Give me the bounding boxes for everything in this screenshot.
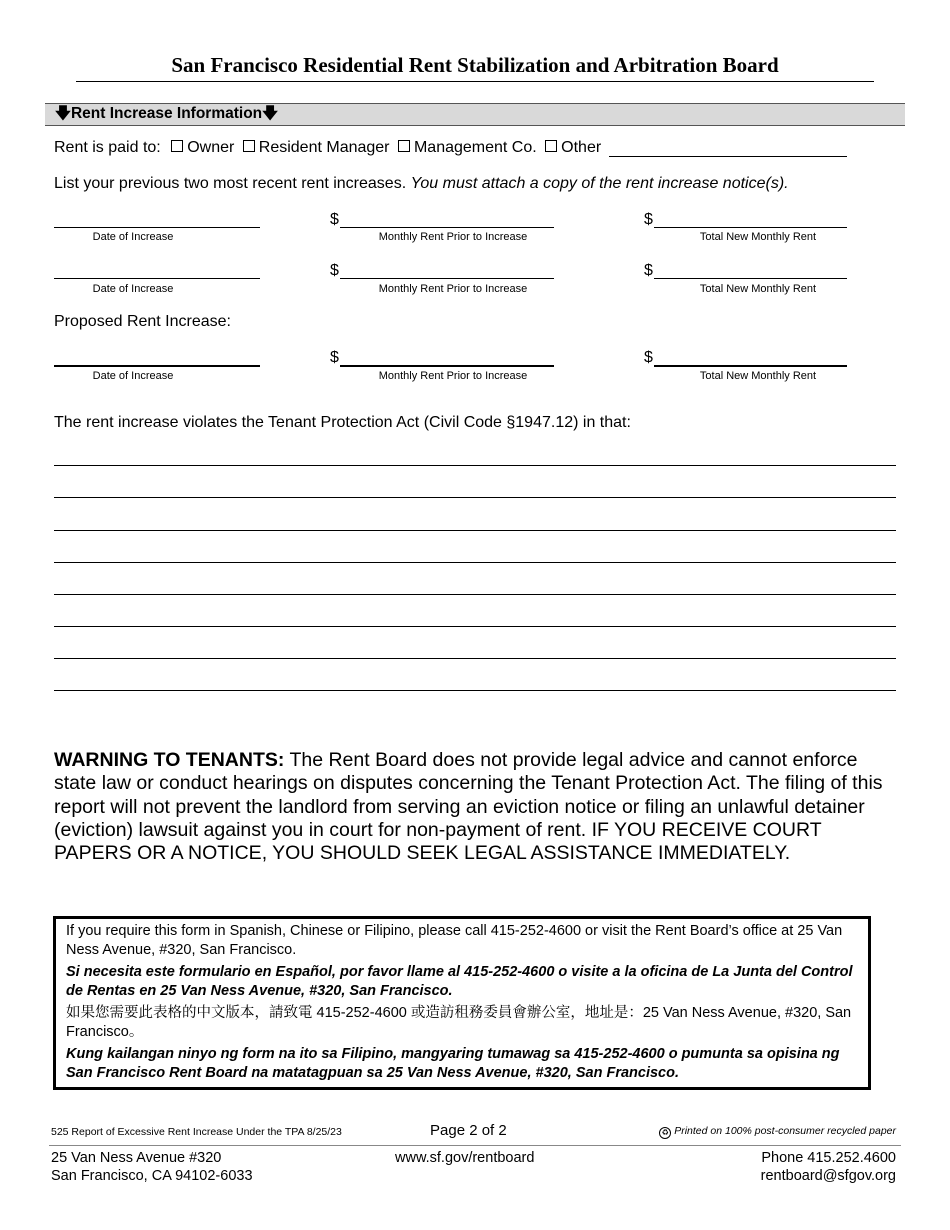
language-filipino: Kung kailangan ninyo ng form na ito sa Filipino, mangyaring tumawag sa 415-252-4600 o pumunta sa opisina ng San Francisco Rent Board na matatagpuan sa 25 Van Ness Avenue, #320, San Francisco.	[66, 1046, 840, 1081]
arrow-down-icon: 🡇	[262, 105, 279, 122]
new-rent-caption: Total New Monthly Rent	[699, 231, 817, 243]
dollar-sign: $	[644, 262, 653, 279]
email-link[interactable]: rentboard@sfgov.org	[760, 1168, 896, 1184]
language-english: If you require this form in Spanish, Chinese or Filipino, please call 415-252-4600 or visit the Rent Board’s office at 25 Van Ness Avenue, #320, San Francisco.	[66, 923, 843, 958]
arrow-down-icon: 🡇	[55, 105, 71, 122]
page-number: Page 2 of 2	[430, 1122, 507, 1139]
tenant-warning	[54, 749, 904, 865]
website-link[interactable]: www.sf.gov/rentboard	[395, 1150, 535, 1166]
proposed-prior-rent-field[interactable]	[340, 365, 554, 367]
other-checkbox[interactable]	[545, 140, 557, 152]
warning-heading: WARNING TO TENANTS:	[54, 749, 285, 771]
date-of-increase-caption: Date of Increase	[92, 283, 174, 295]
title-divider	[76, 81, 874, 82]
footer-divider	[49, 1145, 901, 1146]
violation-line[interactable]	[54, 562, 896, 563]
dollar-sign: $	[330, 211, 339, 228]
violation-line[interactable]	[54, 658, 896, 659]
language-spanish: Si necesita este formulario en Español, por favor llame al 415-252-4600 o visite a la oficina de La Junta del Control de Rentas en 25 Van Ness Avenue, #320, San Francisco.	[66, 964, 853, 999]
new-rent-caption: Total New Monthly Rent	[699, 283, 817, 295]
page-title: San Francisco Residential Rent Stabilization and Arbitration Board	[171, 53, 779, 77]
recycled-text: Printed on 100% post-consumer recycled paper	[674, 1125, 896, 1137]
violation-line[interactable]	[54, 594, 896, 595]
resident-manager-option-label: Resident Manager	[258, 139, 390, 156]
date-of-increase-1-field[interactable]	[54, 227, 260, 228]
form-identifier: 525 Report of Excessive Rent Increase Under the TPA 8/25/23	[51, 1126, 342, 1138]
date-of-increase-caption: Date of Increase	[92, 231, 174, 243]
language-assistance-box	[53, 916, 871, 1090]
instruction-text: List your previous two most recent rent increases.	[54, 175, 407, 192]
management-co-checkbox[interactable]	[398, 140, 410, 152]
proposed-increase-label: Proposed Rent Increase:	[54, 313, 231, 330]
rent-paid-to-row	[54, 138, 601, 158]
recycle-icon: ♻	[659, 1127, 671, 1139]
management-co-option-label: Management Co.	[413, 139, 537, 156]
dollar-sign: $	[330, 349, 339, 366]
prior-rent-caption: Monthly Rent Prior to Increase	[378, 370, 528, 382]
date-of-increase-2-field[interactable]	[54, 278, 260, 279]
new-rent-caption: Total New Monthly Rent	[699, 370, 817, 382]
violation-line[interactable]	[54, 690, 896, 691]
office-address	[51, 1149, 253, 1185]
owner-checkbox[interactable]	[171, 140, 183, 152]
violation-line[interactable]	[54, 465, 896, 466]
violation-line[interactable]	[54, 497, 896, 498]
phone-number: Phone 415.252.4600	[761, 1150, 896, 1166]
violation-line[interactable]	[54, 530, 896, 531]
prior-rent-caption: Monthly Rent Prior to Increase	[378, 231, 528, 243]
other-option-label: Other	[561, 139, 602, 156]
address-line-2: San Francisco, CA 94102-6033	[51, 1168, 253, 1184]
new-rent-1-field[interactable]	[654, 227, 847, 228]
resident-manager-checkbox[interactable]	[243, 140, 255, 152]
recycled-notice	[659, 1125, 896, 1139]
dollar-sign: $	[644, 211, 653, 228]
previous-increases-instruction	[54, 174, 789, 194]
proposed-new-rent-field[interactable]	[654, 365, 847, 367]
dollar-sign: $	[644, 349, 653, 366]
section-heading-label: Rent Increase Information	[70, 105, 263, 122]
prior-rent-2-field[interactable]	[340, 278, 554, 279]
instruction-attach-notice: You must attach a copy of the rent increase notice(s).	[410, 175, 789, 192]
proposed-date-field[interactable]	[54, 365, 260, 367]
new-rent-2-field[interactable]	[654, 278, 847, 279]
violation-line[interactable]	[54, 626, 896, 627]
address-line-1: 25 Van Ness Avenue #320	[51, 1150, 222, 1166]
prior-rent-1-field[interactable]	[340, 227, 554, 228]
violation-label: The rent increase violates the Tenant Protection Act (Civil Code §1947.12) in that:	[54, 414, 631, 431]
warning-body: The Rent Board does not provide legal advice and cannot enforce state law or conduct hearings on disputes concerning the Tenant Protection Act. The filing of this report will not prevent the landlord from serving an eviction notice or filing an unlawful detainer (eviction) lawsuit against you in court for non-payment of rent. IF YOU RECEIVE COURT PAPERS OR A NOTICE, YOU SHOULD SEEK LEGAL ASSISTANCE IMMEDIATELY.	[54, 749, 883, 865]
prior-rent-caption: Monthly Rent Prior to Increase	[378, 283, 528, 295]
other-payee-field[interactable]	[609, 156, 847, 157]
owner-option-label: Owner	[187, 139, 235, 156]
language-chinese: 如果您需要此表格的中文版本，請致電 415-252-4600 或造訪租務委員會辦公室，地址是：25 Van Ness Avenue, #320, San Francisco。	[66, 1005, 852, 1040]
rent-paid-to-label: Rent is paid to:	[54, 139, 161, 156]
contact-info	[761, 1149, 896, 1185]
section-heading	[55, 104, 278, 124]
date-of-increase-caption: Date of Increase	[92, 370, 174, 382]
dollar-sign: $	[330, 262, 339, 279]
